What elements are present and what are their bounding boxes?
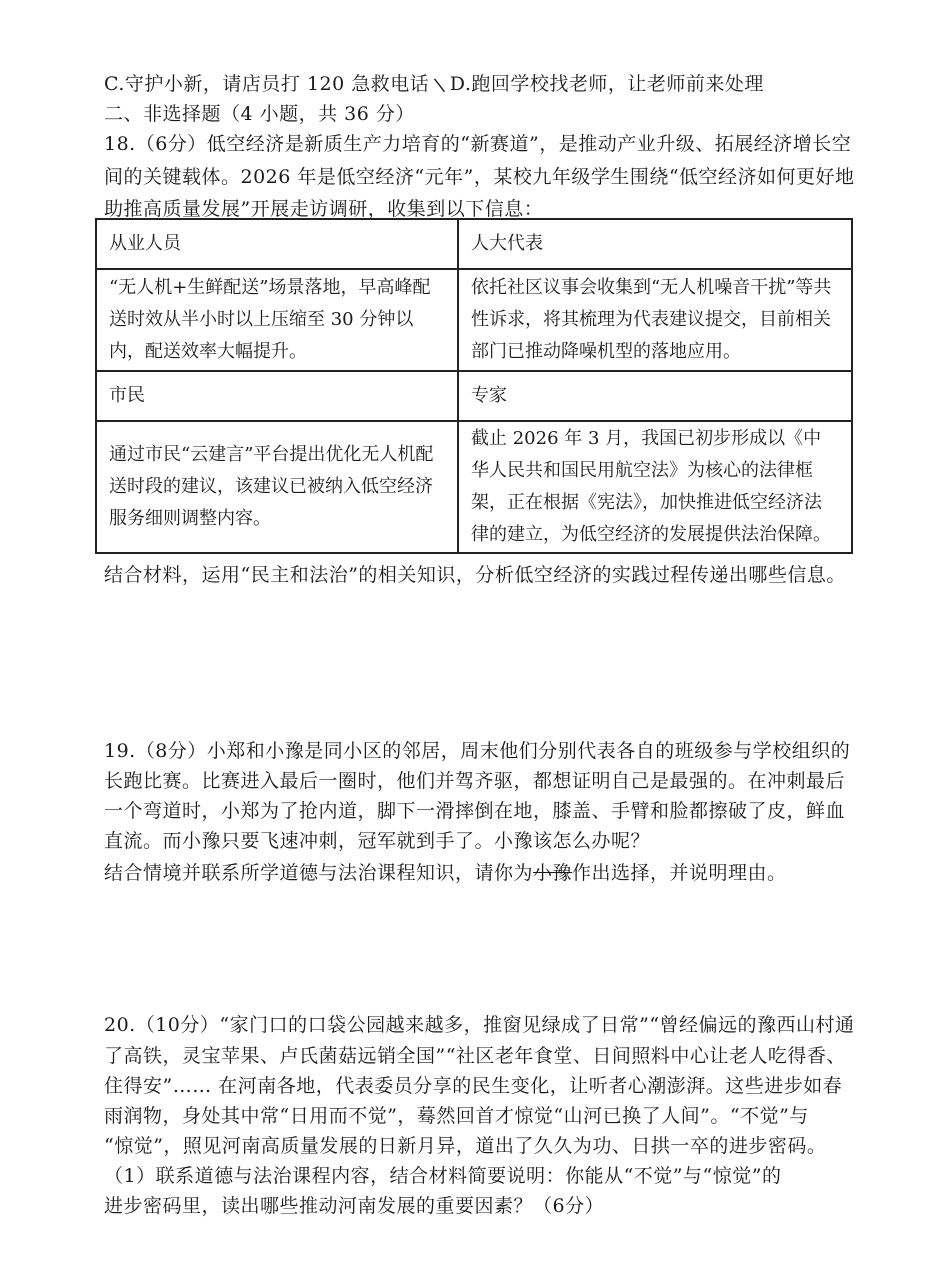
q20-line-4: 雨润物，身处其中常“日用而不觉”，蓦然回首才惊觉“山河已换了人间”。“不觉”与	[104, 1105, 809, 1127]
q20-sub1-line-2: 进步密码里，读出哪些推动河南发展的重要因素？（6分）	[104, 1195, 605, 1217]
table-header-deputies: 人大代表	[458, 219, 852, 269]
options-line	[104, 71, 764, 97]
section-heading: 二、非选择题（4 小题，共 36 分）	[104, 103, 415, 125]
table-cell-experts: 截止 2026 年 3 月，我国已初步形成以《中华人民共和国民用航空法》为核心的法律框架，正在根据《宪法》，加快推进低空经济法律的建立，为低空经济的发展提供法治保障。	[458, 421, 852, 553]
q19-line-1: 19.（8分）小郑和小豫是同小区的邻居，周末他们分别代表各自的班级参与学校组织的	[104, 740, 851, 762]
table-cell-deputies: 依托社区议事会收集到“无人机噪音干扰”等共性诉求，将其梳理为代表建议提交，目前相关部门已推动降噪机型的落地应用。	[458, 269, 852, 371]
q18-prompt: 结合材料，运用“民主和法治”的相关知识，分析低空经济的实践过程传递出哪些信息。	[104, 564, 846, 586]
q19-line-2: 长跑比赛。比赛进入最后一圈时，他们并驾齐驱，都想证明自己是最强的。在冲刺最后	[104, 770, 846, 792]
q19-line-4: 直流。而小豫只要飞速冲刺，冠军就到手了。小豫该怎么办呢？	[104, 830, 651, 852]
q18-line-2: 间的关键载体。2026 年是低空经济“元年”，某校九年级学生围绕“低空经济如何更好地	[104, 166, 855, 188]
q20-line-2: 了高铁，灵宝苹果、卢氏菌菇远销全国”“社区老年食堂、日间照料中心让老人吃得香、	[104, 1045, 846, 1067]
option-c: C.守护小新，请店员打 120 急救电话	[104, 73, 430, 95]
option-d: D.跑回学校找老师，让老师前来处理	[449, 73, 764, 95]
q18-line-1: 18.（6分）低空经济是新质生产力培育的“新赛道”，是推动产业升级、拓展经济增长空	[104, 133, 852, 155]
table-header-experts: 专家	[458, 371, 852, 421]
q20-line-1: 20.（10分）“家门口的口袋公园越来越多，推窗见绿成了日常”“曾经偏远的豫西山村通	[104, 1014, 855, 1036]
q20-sub1-line-1: （1）联系道德与法治课程内容，结合材料简要说明：你能从“不觉”与“惊觉”的	[104, 1165, 782, 1187]
check-mark-icon: \	[432, 73, 447, 97]
table-header-citizens: 市民	[96, 371, 458, 421]
q18-info-table	[95, 218, 853, 554]
q20-line-5: “惊觉”，照见河南高质量发展的日新月异，道出了久久为功、日拱一卒的进步密码。	[104, 1135, 827, 1157]
q18-line-3: 助推高质量发展”开展走访调研，收集到以下信息：	[104, 198, 544, 220]
table-cell-citizens: 通过市民“云建言”平台提出优化无人机配送时段的建议，该建议已被纳入低空经济服务细则调整内容。	[96, 421, 458, 553]
q19-prompt-before: 结合情境并联系所学道德与法治课程知识，请你为	[104, 862, 534, 884]
table-header-practitioners: 从业人员	[96, 219, 458, 269]
q19-prompt	[104, 860, 787, 886]
q20-line-3: 住得安”…… 在河南各地，代表委员分享的民生变化，让听者心潮澎湃。这些进步如春	[104, 1075, 843, 1097]
q19-prompt-struck: 小豫	[533, 862, 573, 884]
q19-line-3: 一个弯道时，小郑为了抢内道，脚下一滑摔倒在地，膝盖、手臂和脸都擦破了皮，鲜血	[104, 800, 846, 822]
q19-prompt-after: 作出选择，并说明理由。	[572, 862, 787, 884]
table-cell-practitioners: “无人机+生鲜配送”场景落地，早高峰配送时效从半小时以上压缩至 30 分钟以内，配送效率大幅提升。	[96, 269, 458, 371]
